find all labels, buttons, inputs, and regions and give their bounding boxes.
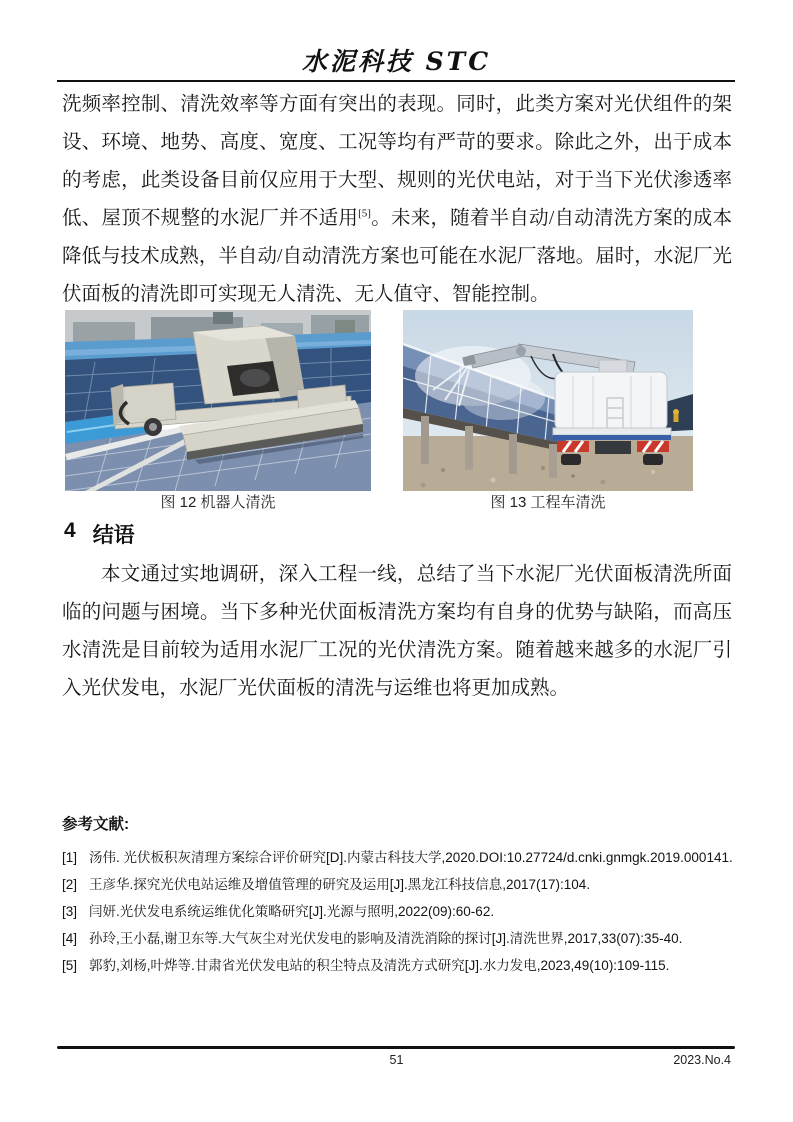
page-number: 51 (389, 1053, 404, 1067)
truck-blue-stripe (553, 435, 671, 440)
section-number: 4 (64, 519, 76, 542)
figure-truck-cleaning (403, 310, 693, 491)
section-heading (64, 519, 135, 549)
truck-wheel (643, 454, 663, 465)
cleaning-truck (553, 360, 671, 465)
paragraph-text: 。未来，随着半自动/自动清洗方案的成本降低与技术成熟，半自动/自动清洗方案也可能在水泥厂落地。届时，水泥厂光伏面板的清洗即可实现无人清洗、无人值守、智能控制。 (62, 208, 732, 305)
conclusion-paragraph: 本文通过实地调研，深入工程一线，总结了当下水泥厂光伏面板清洗所面临的问题与困境。当下多种光伏面板清洗方案均有自身的优势与缺陷，而高压水清洗是目前较为适用水泥厂工况的光伏清洗方案。随着越来越多的水泥厂引入光伏发电，水泥厂光伏面板的清洗与运维也将更加成熟。 (62, 564, 732, 699)
figure-caption-12: 图 12 机器人清洗 (160, 494, 276, 511)
robot-cleaning-illustration (65, 310, 371, 491)
reference-label: [2] (62, 877, 78, 892)
reference-item (62, 952, 734, 979)
reference-item (62, 844, 734, 871)
reference-text: 孙玲,王小磊,谢卫东等.大气灰尘对光伏发电的影响及清洗消除的探讨[J].清洗世界,2017,33(07):35-40. (89, 931, 683, 946)
reference-text: 闫妍.光伏发电系统运维优化策略研究[J].光源与照明,2022(09):60-62. (89, 904, 495, 919)
reference-text: 王彦华.探究光伏电站运维及增值管理的研究及运用[J].黑龙江科技信息,2017(17):104. (89, 877, 591, 892)
reference-label: [5] (62, 958, 78, 973)
worker-figure (673, 409, 679, 422)
reference-label: [3] (62, 904, 78, 919)
reference-text: 汤伟. 光伏板积灰清理方案综合评价研究[D].内蒙古科技大学,2020.DOI:10.27724/d.cnki.gnmgk.2019.000141. (89, 850, 733, 865)
references-section (62, 812, 734, 979)
section-title: 结语 (92, 524, 135, 547)
hazard-panel (637, 441, 669, 452)
figure-robot-cleaning (65, 310, 371, 491)
truck-wheel (561, 454, 581, 465)
reference-item (62, 871, 734, 898)
journal-title: 水泥科技 STC (301, 47, 492, 76)
issue-label: 2023.No.4 (673, 1053, 731, 1067)
paragraph-continued (62, 86, 732, 314)
figure-caption-13: 图 13 工程车清洗 (490, 494, 606, 511)
reference-label: [1] (62, 850, 78, 865)
footer-rule (57, 1046, 735, 1049)
hazard-panel (557, 441, 589, 452)
reference-item (62, 898, 734, 925)
references-heading: 参考文献: (62, 816, 130, 833)
reference-text: 郭豹,刘杨,叶烨等.甘肃省光伏发电站的积尘特点及清洗方式研究[J].水力发电,2023,49(10):109-115. (89, 958, 670, 973)
reference-label: [4] (62, 931, 78, 946)
reference-item (62, 925, 734, 952)
truck-cleaning-illustration (403, 310, 693, 491)
header-rule (57, 80, 735, 82)
paragraph-text: 洗频率控制、清洗效率等方面有突出的表现。同时，此类方案对光伏组件的架设、环境、地势、高度、宽度、工况等均有严苛的要求。除此之外，出于成本的考虑，此类设备目前仅应用于大型、规则的光伏电站，对于当下光伏渗透率低、屋顶不规整的水泥厂并不适用 (62, 94, 732, 229)
citation-superscript: [5] (358, 207, 371, 220)
